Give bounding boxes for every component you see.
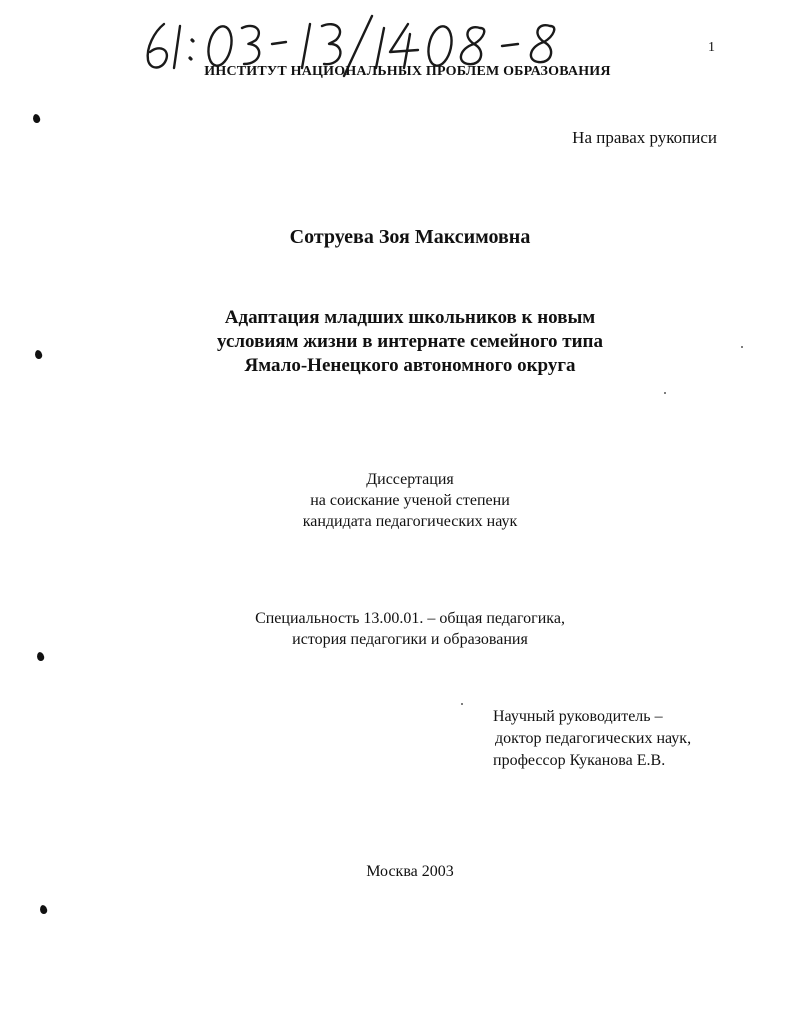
institute-name: ИНСТИТУТ НАЦИОНАЛЬНЫХ ПРОБЛЕМ ОБРАЗОВАНИЯ (204, 64, 611, 79)
city-year: Москва 2003 (366, 863, 454, 880)
degree-line: на соискание ученой степени (310, 492, 510, 509)
dissertation-title (0, 306, 795, 378)
scientific-supervisor (493, 706, 691, 772)
supervisor-line: Научный руководитель – (493, 708, 663, 725)
title-line: условиям жизни в интернате семейного типа (217, 331, 603, 352)
scan-speck (461, 703, 463, 705)
binder-hole-mark (36, 651, 45, 662)
title-line: Адаптация младших школьников к новым (224, 307, 596, 328)
binder-hole-mark (32, 113, 41, 124)
supervisor-line: профессор Куканова Е.В. (493, 752, 666, 769)
rights-note: На правах рукописи (572, 128, 717, 147)
scan-speck (664, 392, 666, 394)
degree-line: Диссертация (366, 471, 454, 488)
author-name: Сотруева Зоя Максимовна (289, 226, 531, 248)
page-number: 1 (708, 40, 715, 55)
specialty (0, 608, 795, 650)
title-line: Ямало-Ненецкого автономного округа (244, 355, 576, 376)
specialty-line: история педагогики и образования (292, 631, 528, 648)
binder-hole-mark (39, 904, 48, 915)
dissertation-degree (0, 469, 795, 532)
specialty-line: Специальность 13.00.01. – общая педагогика, (255, 610, 565, 627)
scan-speck (741, 346, 743, 348)
degree-line: кандидата педагогических наук (302, 513, 518, 530)
supervisor-line: доктор педагогических наук, (495, 730, 692, 747)
